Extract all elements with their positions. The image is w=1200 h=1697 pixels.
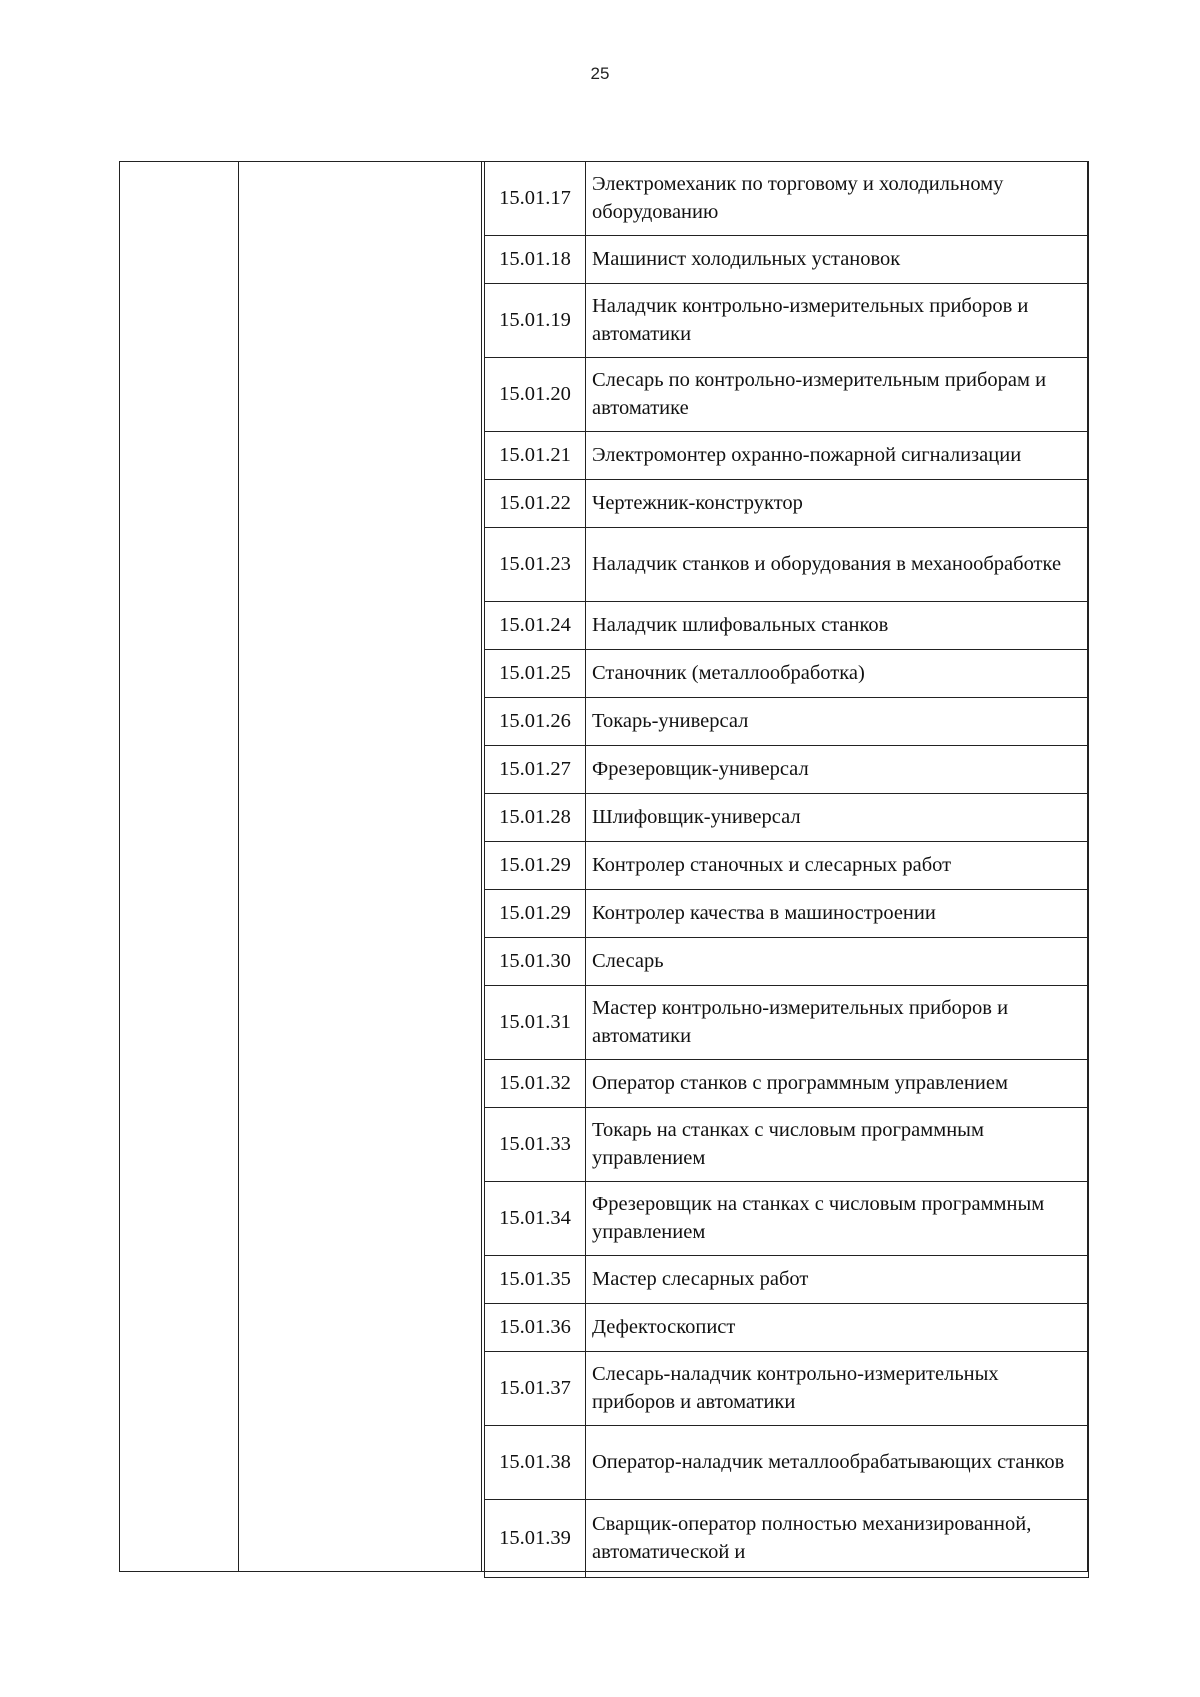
table-row bbox=[485, 1108, 1089, 1182]
table-row bbox=[485, 986, 1089, 1060]
row-profession-name: Слесарь bbox=[586, 938, 1089, 986]
table-row bbox=[485, 602, 1089, 650]
profession-table bbox=[484, 161, 1089, 1578]
table-row bbox=[485, 162, 1089, 236]
table-row bbox=[485, 842, 1089, 890]
row-code: 15.01.39 bbox=[485, 1500, 586, 1578]
row-code: 15.01.27 bbox=[485, 746, 586, 794]
row-code: 15.01.38 bbox=[485, 1426, 586, 1500]
table-row bbox=[485, 528, 1089, 602]
row-profession-name: Станочник (металлообработка) bbox=[586, 650, 1089, 698]
table-row bbox=[485, 1256, 1089, 1304]
table-row bbox=[485, 698, 1089, 746]
table-row bbox=[485, 1352, 1089, 1426]
profession-table-body bbox=[485, 162, 1089, 1578]
table-row bbox=[485, 938, 1089, 986]
row-code: 15.01.18 bbox=[485, 236, 586, 284]
row-code: 15.01.17 bbox=[485, 162, 586, 236]
row-profession-name: Шлифовщик-универсал bbox=[586, 794, 1089, 842]
row-profession-name: Слесарь по контрольно-измерительным приборам и автоматике bbox=[586, 358, 1089, 432]
row-profession-name: Дефектоскопист bbox=[586, 1304, 1089, 1352]
row-code: 15.01.20 bbox=[485, 358, 586, 432]
row-profession-name: Машинист холодильных установок bbox=[586, 236, 1089, 284]
row-profession-name: Фрезеровщик-универсал bbox=[586, 746, 1089, 794]
table-row bbox=[485, 284, 1089, 358]
row-code: 15.01.23 bbox=[485, 528, 586, 602]
table-row bbox=[485, 746, 1089, 794]
column-divider-1 bbox=[238, 161, 239, 1572]
table-row bbox=[485, 358, 1089, 432]
table-row bbox=[485, 236, 1089, 284]
table-row bbox=[485, 794, 1089, 842]
table-row bbox=[485, 1500, 1089, 1578]
row-profession-name: Мастер слесарных работ bbox=[586, 1256, 1089, 1304]
row-profession-name: Мастер контрольно-измерительных приборов и автоматики bbox=[586, 986, 1089, 1060]
row-code: 15.01.30 bbox=[485, 938, 586, 986]
row-profession-name: Токарь-универсал bbox=[586, 698, 1089, 746]
row-code: 15.01.21 bbox=[485, 432, 586, 480]
row-profession-name: Наладчик станков и оборудования в механообработке bbox=[586, 528, 1089, 602]
column-divider-2 bbox=[481, 161, 482, 1572]
table-row bbox=[485, 1182, 1089, 1256]
table-row bbox=[485, 650, 1089, 698]
table-row bbox=[485, 1304, 1089, 1352]
row-profession-name: Контролер качества в машиностроении bbox=[586, 890, 1089, 938]
row-code: 15.01.31 bbox=[485, 986, 586, 1060]
table-row bbox=[485, 1060, 1089, 1108]
row-code: 15.01.29 bbox=[485, 842, 586, 890]
row-profession-name: Электромонтер охранно-пожарной сигнализации bbox=[586, 432, 1089, 480]
row-profession-name: Оператор станков с программным управлением bbox=[586, 1060, 1089, 1108]
row-code: 15.01.28 bbox=[485, 794, 586, 842]
table-row bbox=[485, 480, 1089, 528]
row-code: 15.01.35 bbox=[485, 1256, 586, 1304]
row-profession-name: Оператор-наладчик металлообрабатывающих станков bbox=[586, 1426, 1089, 1500]
row-profession-name: Электромеханик по торговому и холодильному оборудованию bbox=[586, 162, 1089, 236]
row-code: 15.01.33 bbox=[485, 1108, 586, 1182]
row-code: 15.01.29 bbox=[485, 890, 586, 938]
row-profession-name: Сварщик-оператор полностью механизированной, автоматической и bbox=[586, 1500, 1089, 1578]
row-code: 15.01.36 bbox=[485, 1304, 586, 1352]
row-profession-name: Слесарь-наладчик контрольно-измерительных приборов и автоматики bbox=[586, 1352, 1089, 1426]
table-row bbox=[485, 432, 1089, 480]
row-code: 15.01.32 bbox=[485, 1060, 586, 1108]
row-profession-name: Контролер станочных и слесарных работ bbox=[586, 842, 1089, 890]
row-profession-name: Наладчик контрольно-измерительных приборов и автоматики bbox=[586, 284, 1089, 358]
table-row bbox=[485, 890, 1089, 938]
row-profession-name: Чертежник-конструктор bbox=[586, 480, 1089, 528]
row-code: 15.01.19 bbox=[485, 284, 586, 358]
page-number: 25 bbox=[590, 64, 610, 83]
row-profession-name: Фрезеровщик на станках с числовым программным управлением bbox=[586, 1182, 1089, 1256]
table-row bbox=[485, 1426, 1089, 1500]
row-code: 15.01.25 bbox=[485, 650, 586, 698]
row-profession-name: Токарь на станках с числовым программным управлением bbox=[586, 1108, 1089, 1182]
row-code: 15.01.24 bbox=[485, 602, 586, 650]
row-profession-name: Наладчик шлифовальных станков bbox=[586, 602, 1089, 650]
row-code: 15.01.26 bbox=[485, 698, 586, 746]
row-code: 15.01.22 bbox=[485, 480, 586, 528]
row-code: 15.01.37 bbox=[485, 1352, 586, 1426]
row-code: 15.01.34 bbox=[485, 1182, 586, 1256]
